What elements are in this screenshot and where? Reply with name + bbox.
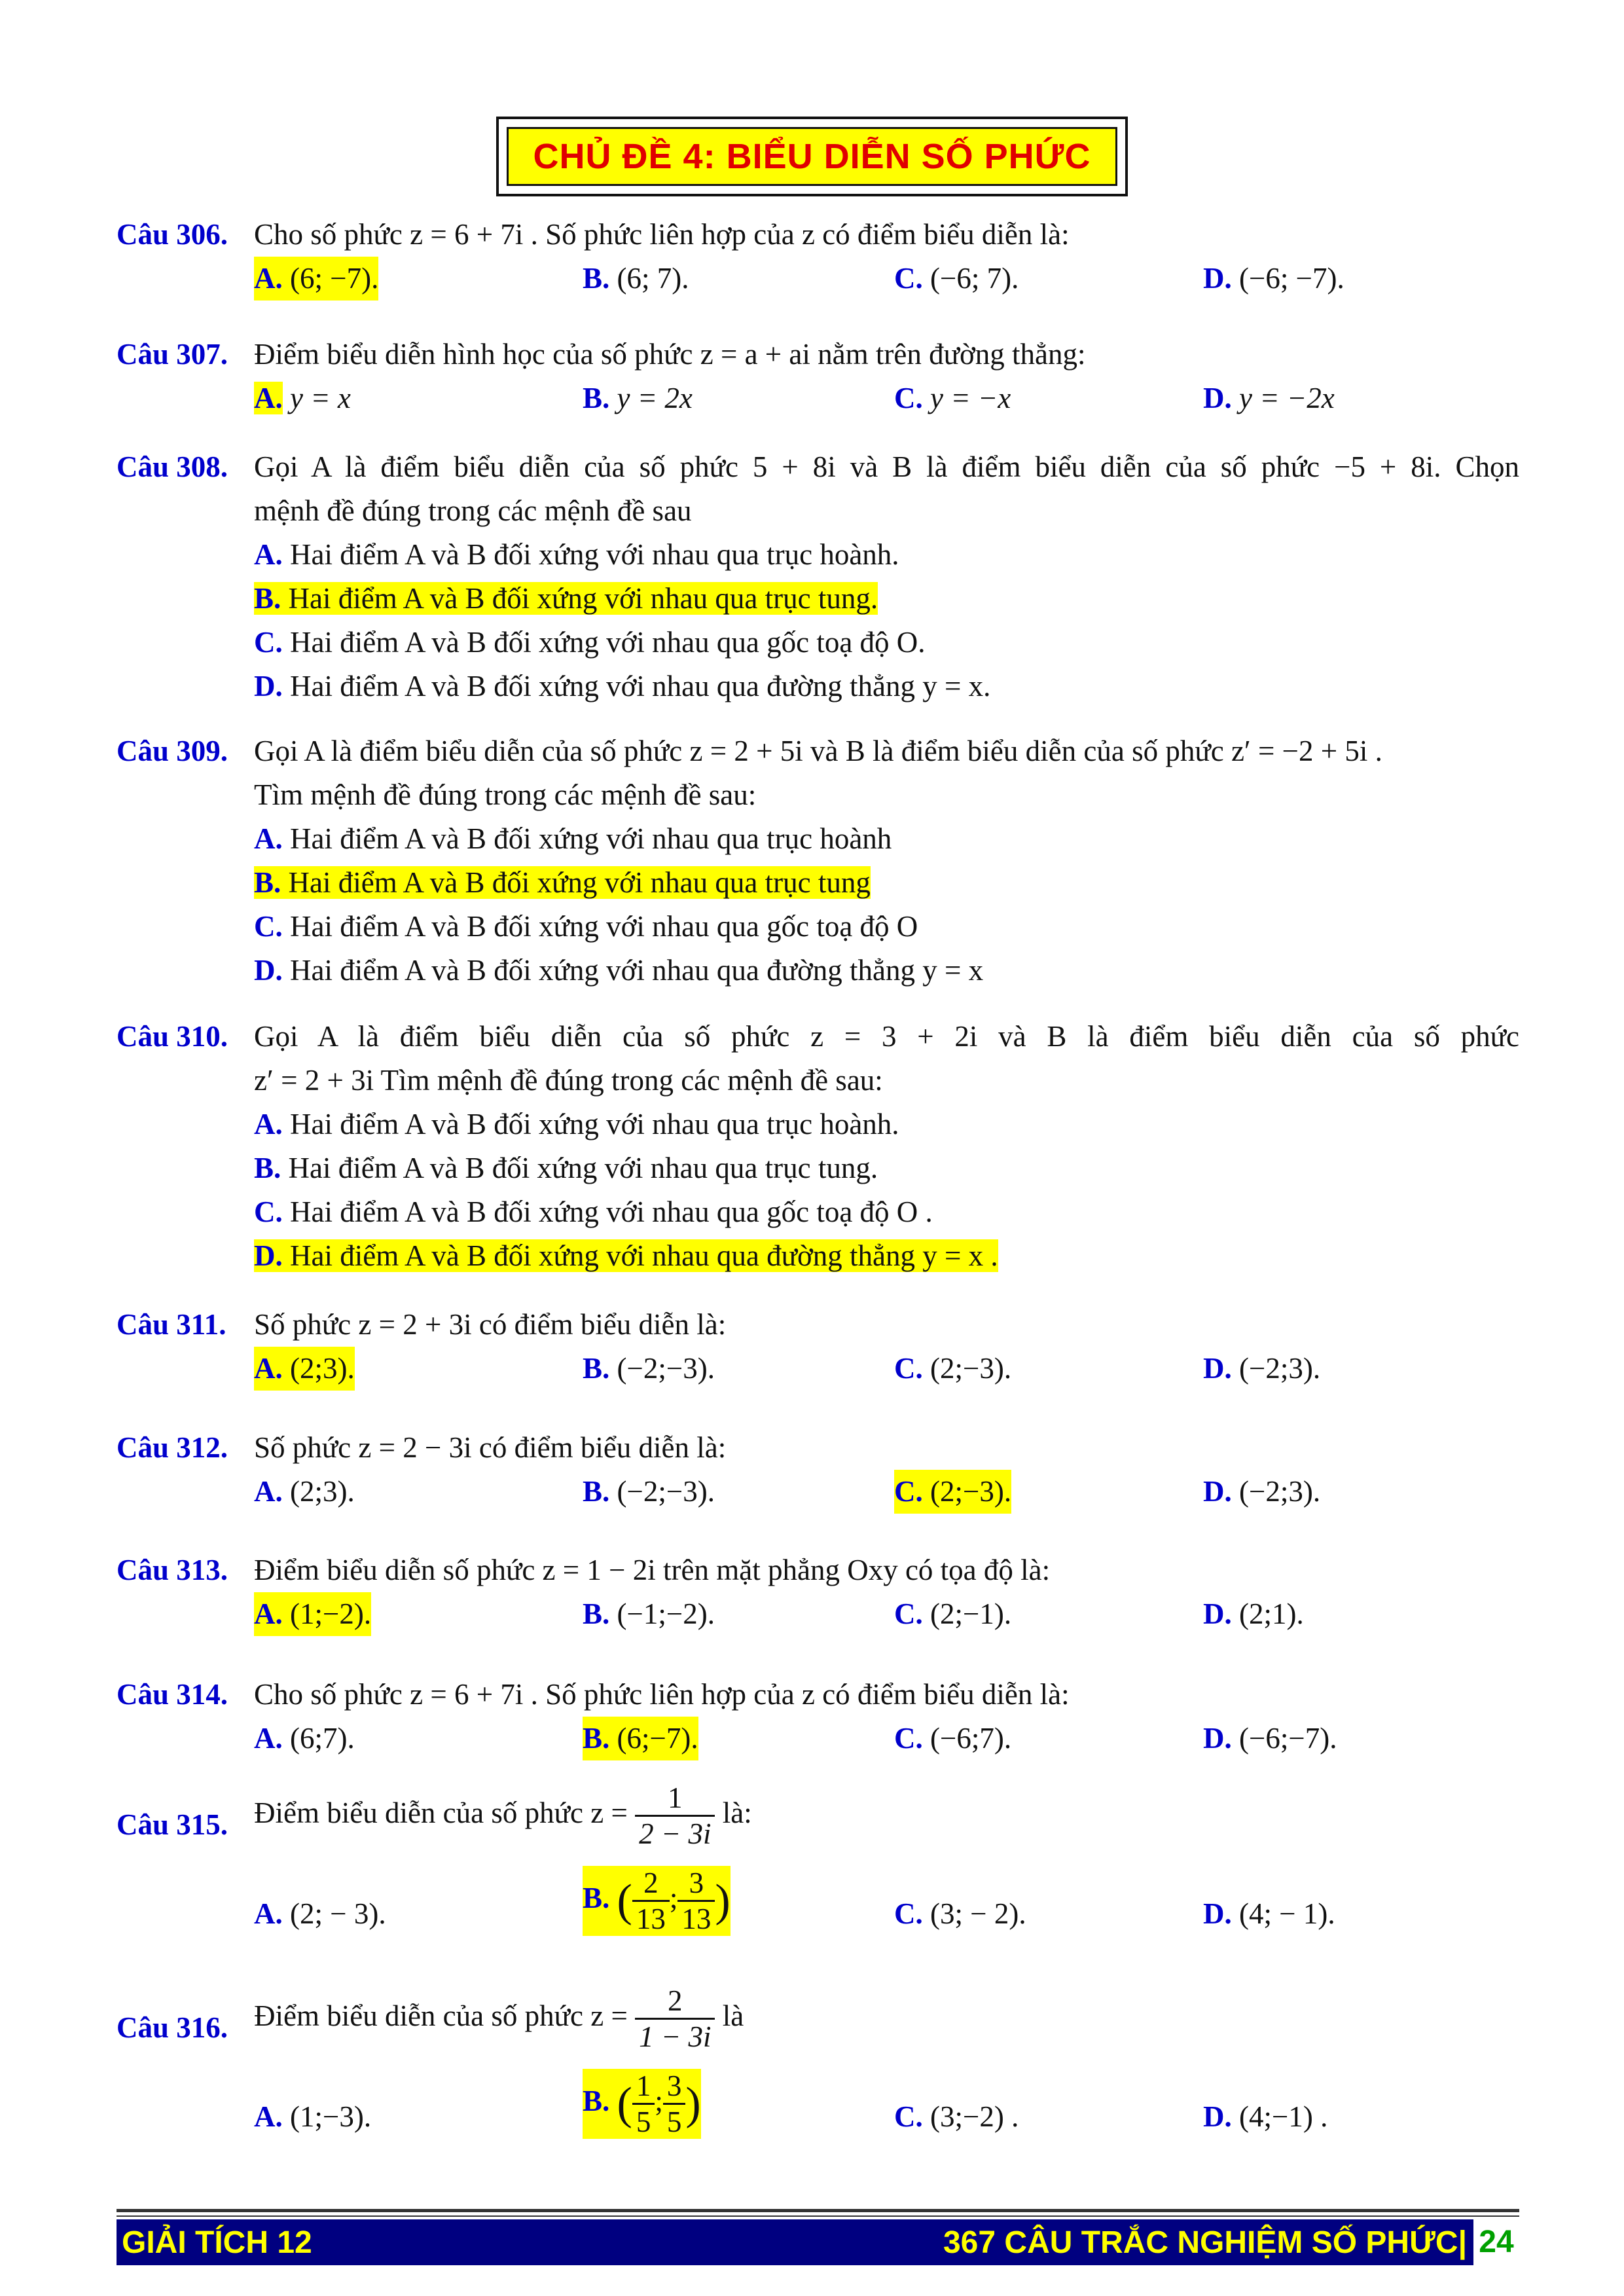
option-a: A. Hai điểm A và B đối xứng với nhau qua trục hoành. [254,538,899,571]
question-315 [117,1781,1519,1964]
question-313 [117,1548,1519,1638]
options-row [117,1592,1519,1638]
option-d: D. Hai điểm A và B đối xứng với nhau qua đường thẳng y = x [254,954,984,987]
question-316 [117,1984,1519,2167]
option-a: A. (2;3). [254,1475,355,1508]
option-c: C. Hai điểm A và B đối xứng với nhau qua gốc toạ độ O . [254,1195,933,1228]
option-d: D. (−2;3). [1203,1475,1321,1508]
question-number: Câu 306. [117,218,228,251]
option-a: A. Hai điểm A và B đối xứng với nhau qua trục hoành [254,822,892,855]
option-b: B. ( $\frac{2}{13}$ ; $\frac{3}{13}$ ) [583,1867,731,1935]
title-box [496,117,1128,196]
options-row [117,1470,1519,1516]
fraction: $\frac{1}{2 - 3i}$ [635,1781,715,1851]
question-text: Điểm biểu diễn của số phức z = $\frac{2}{1 - 3i}$ là [254,1984,744,2053]
option-b: B. (−2;−3). [583,1352,715,1385]
option-d: D. (−6;−7). [1203,1722,1337,1755]
option-b: B. (6;−7). [583,1717,698,1760]
option-b: B. (6; 7). [583,262,689,295]
question-text: Số phức z = 2 + 3i có điểm biểu diễn là: [254,1308,727,1341]
option-a: A. y = x [254,382,351,414]
option-a: A. Hai điểm A và B đối xứng với nhau qua trục hoành. [254,1108,899,1140]
options-row [117,1717,1519,1762]
question-309 [117,729,1519,993]
option-c: C. (3;−2) . [894,2100,1019,2133]
option-a: A. (6; −7). [254,257,378,301]
option-b: B. (−2;−3). [583,1475,715,1508]
question-text: Cho số phức z = 6 + 7i . Số phức liên hợp của z có điểm biểu diễn là: [254,218,1070,251]
question-text-cont: Tìm mệnh đề đúng trong các mệnh đề sau: [254,778,757,811]
page-title: CHỦ ĐỀ 4: BIỂU DIỄN SỐ PHỨC [533,137,1091,176]
option-b: B. ( $\frac{1}{5}$ ; $\frac{3}{5}$ ) [583,2069,701,2138]
question-number: Câu 313. [117,1554,228,1586]
option-c: C. (3; − 2). [894,1897,1026,1930]
options-row [117,376,1519,422]
page-number: 24 [1473,2219,1519,2265]
question-text: Điểm biểu diễn hình học của số phức z = a + ai nằm trên đường thẳng: [254,338,1086,371]
footer-divider-thin [117,2215,1519,2217]
title-banner [507,127,1117,186]
option-c: C. Hai điểm A và B đối xứng với nhau qua gốc toạ độ O. [254,626,926,659]
option-c: C. (2;−3). [894,1352,1012,1385]
option-d: D. (4; − 1). [1203,1897,1335,1930]
option-b: B. Hai điểm A và B đối xứng với nhau qua trục tung. [254,582,878,615]
footer-bar [117,2219,1519,2265]
question-306 [117,213,1519,302]
question-312 [117,1426,1519,1516]
question-number: Câu 316. [117,2011,228,2044]
option-b: B. (−1;−2). [583,1597,715,1630]
options-row [117,1866,1519,1964]
question-number: Câu 309. [117,735,228,767]
options-row [117,1347,1519,1393]
question-text: Điểm biểu diễn số phức z = 1 − 2i trên mặt phẳng Oxy có tọa độ là: [254,1554,1051,1586]
question-number: Câu 312. [117,1431,228,1464]
option-d: D. (−6; −7). [1203,262,1344,295]
option-c: C. (2;−1). [894,1597,1012,1630]
question-310 [117,1015,1519,1278]
question-text: Gọi A là điểm biểu diễn của số phức 5 + 8i và B là điểm biểu diễn của số phức −5 + 8i. Chọn [254,450,1519,483]
options-row [117,2069,1519,2167]
option-d: D. Hai điểm A và B đối xứng với nhau qua đường thẳng y = x . [254,1239,998,1272]
footer-divider [117,2209,1519,2212]
question-number: Câu 308. [117,450,228,483]
question-308 [117,445,1519,708]
question-number: Câu 314. [117,1678,228,1711]
option-d: D. y = −2x [1203,382,1335,414]
option-d: D. (2;1). [1203,1597,1304,1630]
footer-subject: GIẢI TÍCH 12 [122,2225,312,2260]
option-c: C. (−6;7). [894,1722,1012,1755]
question-text: Số phức z = 2 − 3i có điểm biểu diễn là: [254,1431,727,1464]
question-number: Câu 307. [117,338,228,371]
question-314 [117,1673,1519,1762]
option-c: C. (2;−3). [894,1470,1011,1514]
option-a: A. (2; − 3). [254,1897,386,1930]
question-text: Cho số phức z = 6 + 7i . Số phức liên hợp của z có điểm biểu diễn là: [254,1678,1070,1711]
option-c: C. (−6; 7). [894,262,1019,295]
footer-book-title: 367 CÂU TRẮC NGHIỆM SỐ PHỨC| [943,2225,1467,2260]
option-a: A. (2;3). [254,1347,355,1391]
option-d: D. (4;−1) . [1203,2100,1328,2133]
question-number: Câu 311. [117,1308,226,1341]
option-a: A. (1;−3). [254,2100,372,2133]
options-row [117,257,1519,302]
question-text: Gọi A là điểm biểu diễn của số phức z = 3 + 2i và B là điểm biểu diễn của số phức [254,1020,1519,1053]
question-text-cont: z′ = 2 + 3i Tìm mệnh đề đúng trong các mệnh đề sau: [254,1064,883,1097]
question-text: Gọi A là điểm biểu diễn của số phức z = 2 + 5i và B là điểm biểu diễn của số phức z′ = −2 + 5i . [254,735,1382,767]
option-d: D. (−2;3). [1203,1352,1321,1385]
option-c: C. y = −x [894,382,1011,414]
option-a: A. (1;−2). [254,1592,371,1636]
option-b: B. y = 2x [583,382,693,414]
question-number: Câu 315. [117,1808,228,1841]
fraction: $\frac{2}{1 - 3i}$ [635,1984,715,2054]
option-b: B. Hai điểm A và B đối xứng với nhau qua trục tung [254,866,871,899]
question-text-cont: mệnh đề đúng trong các mệnh đề sau [254,494,692,527]
question-number: Câu 310. [117,1020,228,1053]
question-311 [117,1303,1519,1393]
option-d: D. Hai điểm A và B đối xứng với nhau qua đường thẳng y = x. [254,670,991,702]
option-a: A. (6;7). [254,1722,355,1755]
option-b: B. Hai điểm A và B đối xứng với nhau qua trục tung. [254,1152,878,1184]
option-c: C. Hai điểm A và B đối xứng với nhau qua gốc toạ độ O [254,910,918,943]
question-307 [117,333,1519,422]
question-text: Điểm biểu diễn của số phức z = $\frac{1}{2 - 3i}$ là: [254,1781,752,1850]
